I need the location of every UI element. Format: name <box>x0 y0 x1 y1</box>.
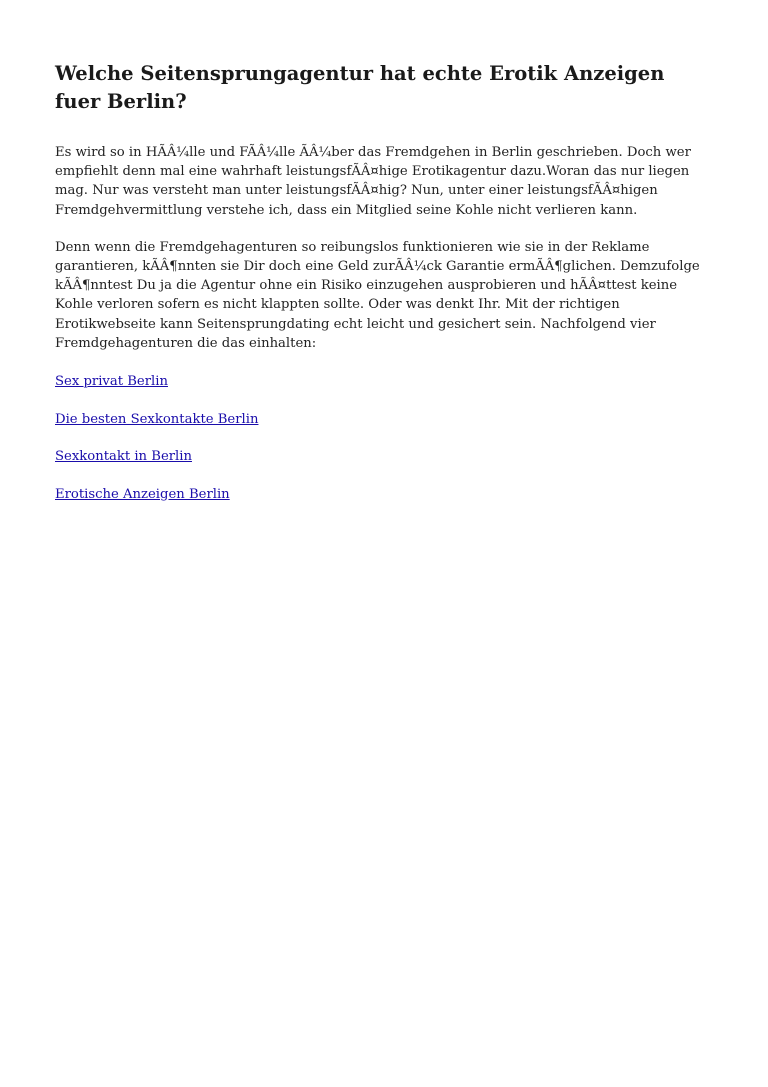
link-sex-privat-berlin[interactable]: Sex privat Berlin <box>55 374 168 390</box>
list-item <box>55 372 713 391</box>
list-item <box>55 410 713 429</box>
document-title: Welche Seitensprungagentur hat echte Erotik Anzeigen fuer Berlin? <box>55 62 665 113</box>
link-list <box>55 372 713 504</box>
list-item <box>55 485 713 504</box>
list-item <box>55 447 713 466</box>
link-erotische-anzeigen-berlin[interactable]: Erotische Anzeigen Berlin <box>55 486 230 502</box>
link-sexkontakt-in-berlin[interactable]: Sexkontakt in Berlin <box>55 449 192 465</box>
paragraph-guarantee: Denn wenn die Fremdgehagenturen so reibungslos funktionieren wie sie in der Reklame garantieren, kÃÂ¶nnten sie Dir doch eine Geld zurÃÂ¼ck Garantie ermÃÂ¶glichen. Demzufolge kÃÂ¶nntest Du ja die Agentur ohne ein Risiko einzugehen ausprobieren und hÃÂ¤ttest keine Kohle verloren sofern es nicht klappten sollte. Oder was denkt Ihr. Mit der richtigen Erotikwebseite kann Seitensprungdating echt leicht und gesichert sein. Nachfolgend vier Fremdgehagenturen die das einhalten: <box>55 239 700 351</box>
link-die-besten-sexkontakte-berlin[interactable]: Die besten Sexkontakte Berlin <box>55 411 259 427</box>
paragraph-intro: Es wird so in HÃÂ¼lle und FÃÂ¼lle ÃÂ¼ber das Fremdgehen in Berlin geschrieben. Doch wer empfiehlt denn mal eine wahrhaft leistungsfÃÂ¤hige Erotikagentur dazu.Woran das nur liegen mag. Nur was versteht man unter leistungsfÃÂ¤hig? Nun, unter einer leistungsfÃÂ¤higen Fremdgehvermittlung verstehe ich, dass ein Mitglied seine Kohle nicht verlieren kann. <box>55 145 691 218</box>
